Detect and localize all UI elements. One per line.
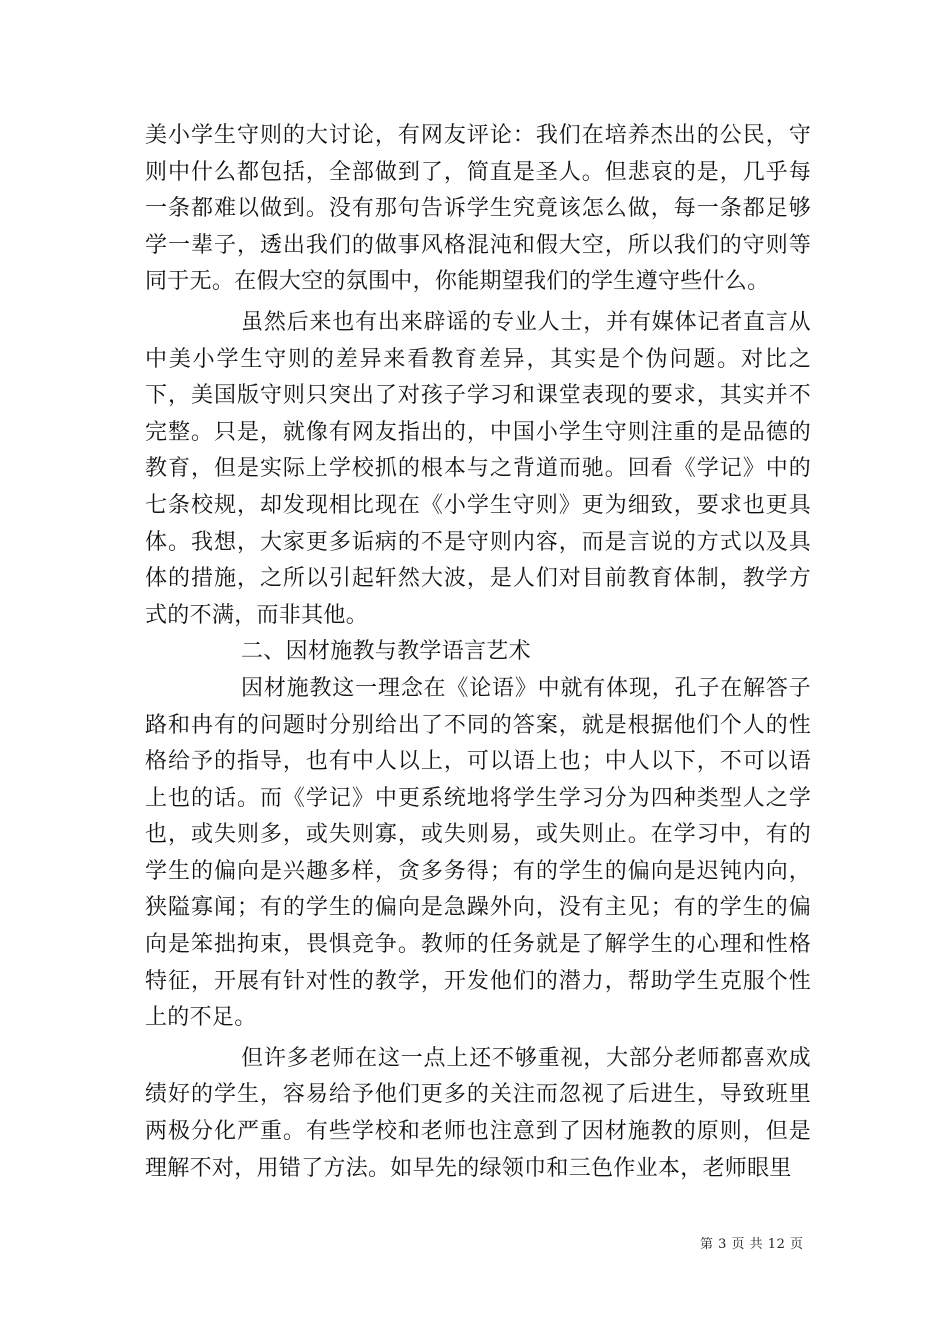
paragraph-teacher-attention: 但许多老师在这一点上还不够重视，大部分老师都喜欢成绩好的学生，容易给予他们更多的关注而忽视了后进生，导致班里两极分化严重。有些学校和老师也注意到了因材施教的原则，但是理解不对，用错了方法。如早先的绿领巾和三色作业本，老师眼里	[145, 1045, 811, 1181]
section-heading: 二、因材施教与教学语言艺术	[241, 639, 531, 665]
paragraph-continuation: 美小学生守则的大讨论，有网友评论：我们在培养杰出的公民，守则中什么都包括，全部做到了，简直是圣人。但悲哀的是，几乎每一条都难以做到。没有那句告诉学生究竟该怎么做，每一条都足够学一辈子，透出我们的做事风格混沌和假大空，所以我们的守则等同于无。在假大空的氛围中，你能期望我们的学生遵守些什么。	[145, 123, 811, 295]
paragraph-teaching-by-aptitude: 因材施教这一理念在《论语》中就有体现，孔子在解答子路和冉有的问题时分别给出了不同的答案，就是根据他们个人的性格给予的指导，也有中人以上，可以语上也；中人以下，不可以语上也的话。而《学记》中更系统地将学生学习分为四种类型人之学也，或失则多，或失则寡，或失则易，或失则止。在学习中，有的学生的偏向是兴趣多样，贪多务得；有的学生的偏向是迟钝内向，狭隘寡闻；有的学生的偏向是急躁外向，没有主见；有的学生的偏向是笨拙拘束，畏惧竞争。教师的任务就是了解学生的心理和性格特征，开展有针对性的教学，开发他们的潜力，帮助学生克服个性上的不足。	[145, 675, 811, 1031]
page-number-footer: 第 3 页 共 12 页	[700, 1237, 804, 1252]
body-text	[145, 118, 811, 1187]
paragraph-rumor-debunk: 虽然后来也有出来辟谣的专业人士，并有媒体记者直言从中美小学生守则的差异来看教育差异，其实是个伪问题。对比之下，美国版守则只突出了对孩子学习和课堂表现的要求，其实并不完整。只是，就像有网友指出的，中国小学生守则注重的是品德的教育，但是实际上学校抓的根本与之背道而驰。回看《学记》中的七条校规，却发现相比现在《小学生守则》更为细致，要求也更具体。我想，大家更多诟病的不是守则内容，而是言说的方式以及具体的措施，之所以引起轩然大波，是人们对目前教育体制，教学方式的不满，而非其他。	[145, 309, 811, 628]
